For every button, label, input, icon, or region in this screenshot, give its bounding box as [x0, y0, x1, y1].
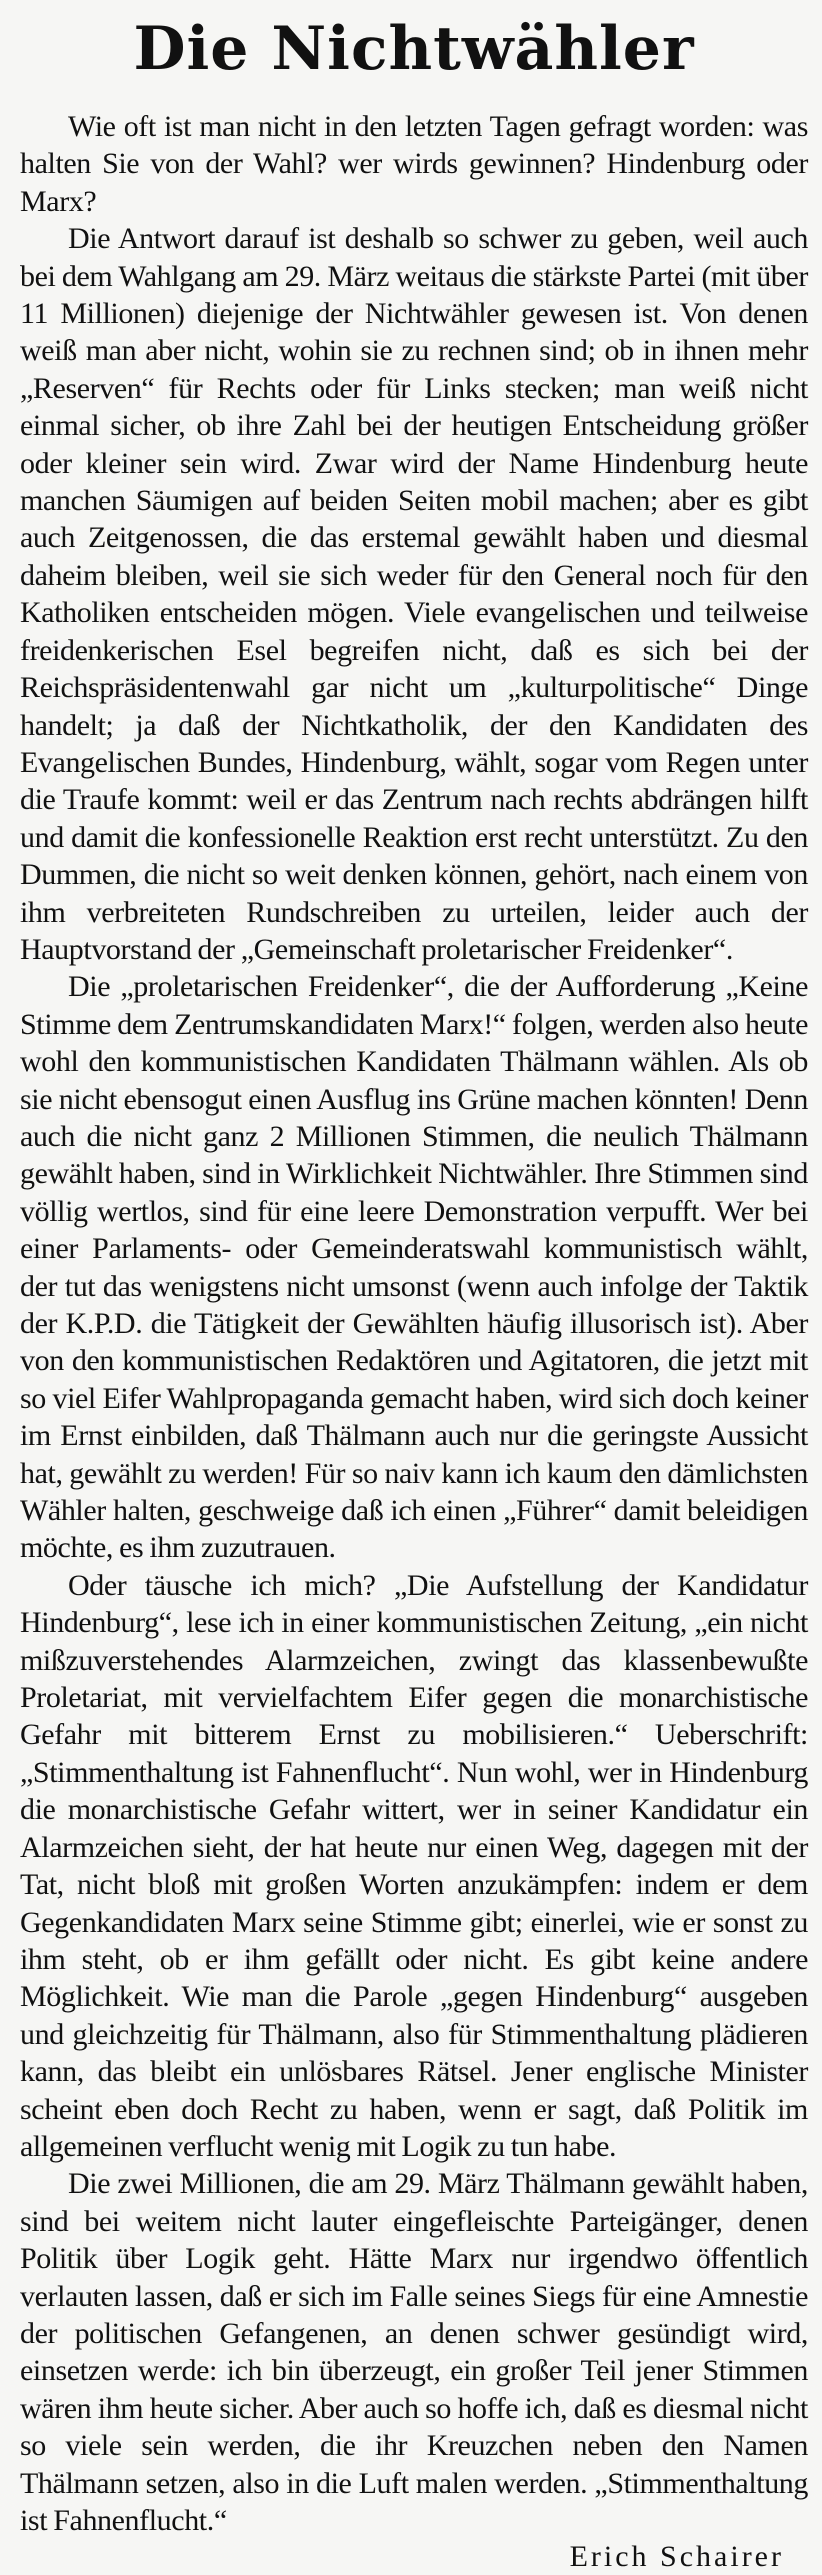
article-body	[20, 108, 808, 2539]
article-title: Die Nichtwähler	[133, 14, 695, 84]
paragraph-3: Die „proletarischen Freidenker“, die der Aufforderung „Keine Stimme dem Zentrumskandidaten Marx!“ folgen, werden also heute wohl den kommunistischen Kandidaten Thälmann wählen. Als ob sie nicht ebensogut einen Ausflug ins Grüne machen könnten! Denn auch die nicht ganz 2 Millionen Stimmen, die neulich Thälmann gewählt haben, sind in Wirklichkeit Nichtwähler. Ihre Stimmen sind völlig wertlos, sind für eine leere Demonstration verpufft. Wer bei einer Parlaments- oder Gemeinderatswahl kommunistisch wählt, der tut das wenigstens nicht umsonst (wenn auch infolge der Taktik der K.P.D. die Tätigkeit der Gewählten häufig illusorisch ist). Aber von den kommunistischen Redaktören und Agitatoren, die jetzt mit so viel Eifer Wahlpropaganda gemacht haben, wird sich doch keiner im Ernst einbilden, daß Thälmann auch nur die geringste Aussicht hat, gewählt zu werden! Für so naiv kann ich kaum den dämlichsten Wähler halten, geschweige daß ich einen „Führer“ damit beleidigen möchte, es ihm zuzutrauen.	[20, 970, 808, 1565]
paragraph-1: Wie oft ist man nicht in den letzten Tagen gefragt worden: was halten Sie von der Wahl? wer wirds gewinnen? Hindenburg oder Marx?	[20, 110, 808, 218]
paragraph-5: Die zwei Millionen, die am 29. März Thälmann gewählt haben, sind bei weitem nicht lauter eingefleischte Parteigänger, denen Politik über Logik geht. Hätte Marx nur irgendwo öffentlich verlauten lassen, daß er sich im Falle seines Siegs für eine Amnestie der politischen Gefangenen, an denen schwer gesündigt wird, einsetzen werde: ich bin überzeugt, ein großer Teil jener Stimmen wären ihm heute sicher. Aber auch so hoffe ich, daß es diesmal nicht so viele sein werden, die ihr Kreuzchen neben den Namen Thälmann setzen, also in die Luft malen werden. „Stimmenthaltung ist Fahnenflucht.“	[20, 2167, 808, 2537]
author-signature: Erich Schairer	[569, 2540, 784, 2574]
paragraph-4: Oder täusche ich mich? „Die Aufstellung der Kandidatur Hindenburg“, lese ich in einer kommunistischen Zeitung, „ein nicht mißzuverstehendes Alarmzeichen, zwingt das klassenbewußte Proletariat, mit vervielfachtem Eifer gegen die monarchistische Gefahr mit bitterem Ernst zu mobilisieren.“ Ueberschrift: „Stimmenthaltung ist Fahnenflucht“. Nun wohl, wer in Hindenburg die monarchistische Gefahr wittert, wer in seiner Kandidatur ein Alarmzeichen sieht, der hat heute nur einen Weg, dagegen mit der Tat, nicht bloß mit großen Worten anzukämpfen: indem er dem Gegenkandidaten Marx seine Stimme gibt; einerlei, wie er sonst zu ihm steht, ob er ihm gefällt oder nicht. Es gibt keine andere Möglichkeit. Wie man die Parole „gegen Hindenburg“ ausgeben und gleichzeitig für Thälmann, also für Stimmenthaltung plädieren kann, das bleibt ein unlösbares Rätsel. Jener englische Minister scheint eben doch Recht zu haben, wenn er sagt, daß Politik im allgemeinen verflucht wenig mit Logik zu tun habe.	[20, 1568, 808, 2163]
paragraph-2: Die Antwort darauf ist deshalb so schwer zu geben, weil auch bei dem Wahlgang am 29. März weitaus die stärkste Partei (mit über 11 Millionen) diejenige der Nichtwähler gewesen ist. Von denen weiß man aber nicht, wohin sie zu rechnen sind; ob in ihnen mehr „Reserven“ für Rechts oder für Links stecken; man weiß nicht einmal sicher, ob ihre Zahl bei der heutigen Entscheidung größer oder kleiner sein wird. Zwar wird der Name Hindenburg heute manchen Säumigen auf beiden Seiten mobil machen; aber es gibt auch Zeitgenossen, die das erstemal gewählt haben und diesmal daheim bleiben, weil sie sich weder für den General noch für den Katholiken entscheiden mögen. Viele evangelischen und teilweise freidenkerischen Esel begreifen nicht, daß es sich bei der Reichspräsidentenwahl gar nicht um „kulturpolitische“ Dinge handelt; ja daß der Nichtkatholik, der den Kandidaten des Evangelischen Bundes, Hindenburg, wählt, sogar vom Regen unter die Traufe kommt: weil er das Zentrum nach rechts abdrängen hilft und damit die konfessionelle Reaktion erst recht unterstützt. Zu den Dummen, die nicht so weit denken können, gehört, nach einem von ihm verbreiteten Rundschreiben zu urteilen, leider auch der Hauptvorstand der „Gemeinschaft proletarischer Freidenker“.	[20, 222, 808, 966]
